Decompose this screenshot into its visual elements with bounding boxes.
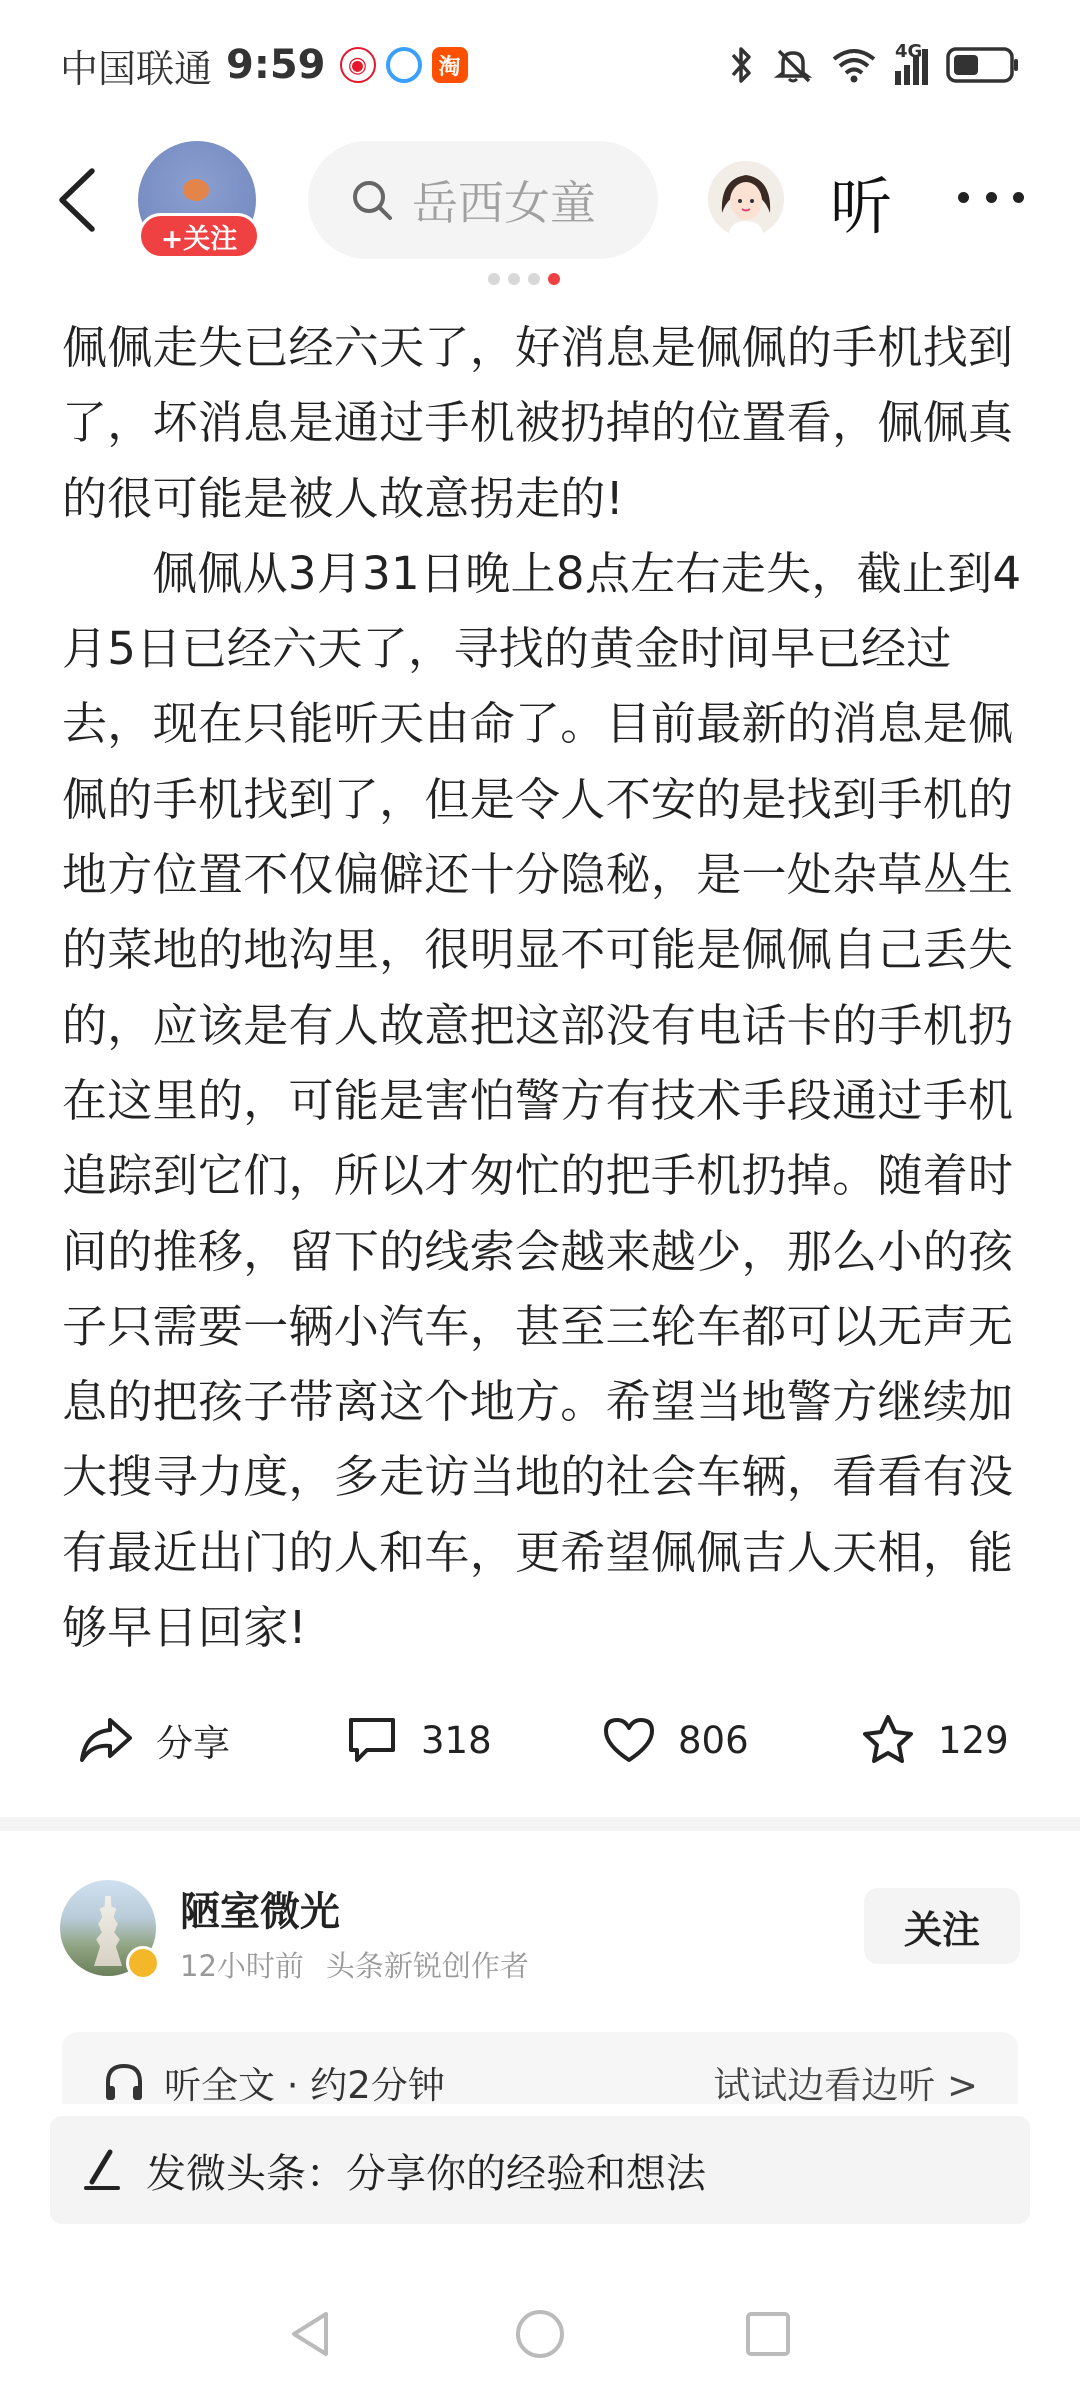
carrier-name: 中国联通 <box>60 46 213 91</box>
favorite-button[interactable] <box>860 1710 1009 1770</box>
search-icon <box>348 176 396 224</box>
search-box[interactable] <box>308 141 658 259</box>
network-type: 4G <box>895 41 923 62</box>
signal-icon <box>895 41 928 85</box>
clock: 9:59 <box>226 42 326 88</box>
listen-while-reading-link[interactable]: 试试边看边听 > <box>713 2064 978 2104</box>
listen-duration-label: 听全文 · 约2分钟 <box>164 2064 445 2104</box>
nav-home-button[interactable] <box>512 2306 568 2362</box>
bluetooth-icon <box>729 45 755 85</box>
search-placeholder: 岳西女童 <box>412 176 596 230</box>
comment-button[interactable] <box>345 1710 492 1770</box>
article-paragraph-2: 佩佩从3月31日晚上8点左右走失，截止到4月5日已经六天了，寻找的黄金时间早已经过去，现在只能听天由命了。目前最新的消息是佩佩的手机找到了，但是令人不安的是找到手机的地方位置不仅偏僻还十分隐秘，是一处杂草丛生的菜地的地沟里，很明显不可能是佩佩自己丢失的，应该是有人故意把这部没有电话卡的手机扔在这里的，可能是害怕警方有技术手段通过手机追踪到它们，所以才匆忙的把手机扔掉。随着时间的推移，留下的线索会越来越少，那么小的孩子只需要一辆小汽车，甚至三轮车都可以无声无息的把孩子带离这个地方。希望当地警方继续加大搜寻力度，多走访当地的社会车辆，看看有没有最近出门的人和车，更希望佩佩吉人天相，能够早日回家! <box>62 546 1022 1655</box>
system-nav-bar <box>0 2296 1080 2368</box>
verified-badge-icon <box>126 1946 160 1980</box>
star-icon <box>860 1713 916 1767</box>
share-arrow-icon <box>78 1714 134 1766</box>
heart-icon <box>602 1715 656 1765</box>
listen-voice-avatar[interactable] <box>708 161 784 237</box>
nav-back-button[interactable] <box>282 2306 338 2362</box>
system-icons <box>729 41 1020 85</box>
post-time: 12小时前 <box>180 1949 304 1983</box>
author-row <box>60 1880 1020 1990</box>
square-recents-icon <box>740 2306 796 2362</box>
article-paragraph-1: 佩佩走失已经六天了，好消息是佩佩的手机找到了，坏消息是通过手机被扔掉的位置看，佩佩真的很可能是被人故意拐走的! <box>62 321 1014 525</box>
author-meta <box>180 1944 529 1985</box>
circle-home-icon <box>512 2306 568 2362</box>
more-options-button[interactable] <box>958 177 1024 217</box>
author-name[interactable]: 陋室微光 <box>180 1889 340 1935</box>
follow-author-button[interactable]: 关注 <box>864 1888 1020 1964</box>
compose-bar[interactable] <box>50 2116 1030 2224</box>
page-indicator <box>488 273 560 285</box>
share-label: 分享 <box>156 1722 230 1765</box>
top-nav <box>0 135 1080 265</box>
share-button[interactable] <box>78 1710 230 1770</box>
comment-count: 318 <box>421 1718 492 1762</box>
listen-button[interactable]: 听 <box>830 170 893 243</box>
mute-icon <box>773 45 813 85</box>
comment-icon <box>345 1714 399 1766</box>
author-title: 头条新锐创作者 <box>325 1949 529 1983</box>
taobao-icon: 淘 <box>432 47 468 83</box>
more-dots-icon <box>958 192 969 203</box>
triangle-back-icon <box>282 2306 338 2362</box>
like-button[interactable] <box>602 1710 749 1770</box>
nav-recents-button[interactable] <box>740 2306 796 2362</box>
article-body <box>62 310 1022 1665</box>
browser-icon <box>386 47 422 83</box>
section-divider <box>0 1817 1080 1831</box>
action-bar <box>0 1700 1080 1780</box>
like-count: 806 <box>678 1718 749 1762</box>
wifi-icon <box>831 47 877 83</box>
publisher-avatar[interactable] <box>138 141 260 263</box>
notification-icons <box>340 47 468 83</box>
listen-full-article-bar[interactable] <box>62 2032 1018 2104</box>
back-button[interactable] <box>48 165 108 235</box>
follow-badge-button[interactable]: +关注 <box>138 213 260 259</box>
reader-avatar-icon <box>708 161 784 237</box>
favorite-count: 129 <box>938 1718 1009 1762</box>
back-arrow-icon <box>48 165 108 235</box>
status-bar <box>0 0 1080 130</box>
compose-placeholder: 发微头条：分享你的经验和想法 <box>146 2150 706 2197</box>
pen-icon <box>82 2148 122 2192</box>
headphones-icon <box>102 2060 146 2104</box>
battery-icon <box>946 47 1020 83</box>
weibo-icon: ◉ <box>340 47 376 83</box>
